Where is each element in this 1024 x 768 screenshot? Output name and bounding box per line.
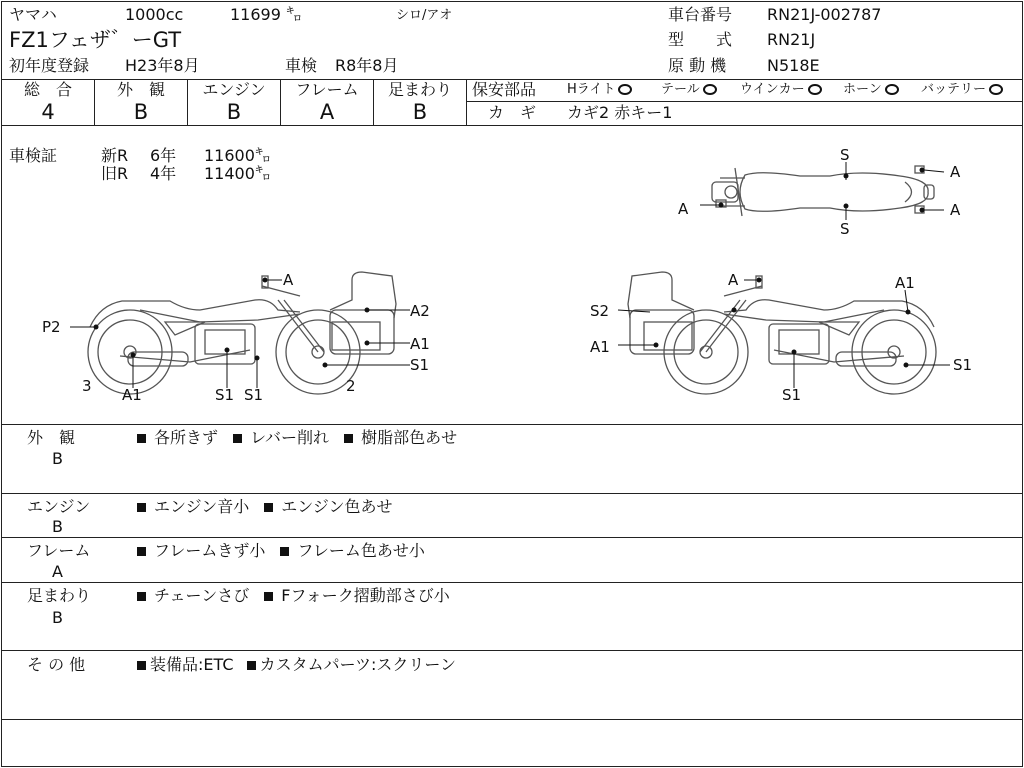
frame-no-label: 車台番号 (668, 5, 733, 24)
grade-header-exterior: 外 観 (116, 80, 165, 99)
ok-circle-icon (885, 84, 899, 95)
divider (1, 424, 1023, 425)
grade-value-engine: B (226, 100, 242, 124)
remark-category: フレーム (27, 541, 91, 560)
diagram-label: P2 (42, 318, 61, 336)
diagram-label: A (950, 201, 961, 219)
mileage: 11699 ㌔ (230, 5, 302, 24)
frame-no-value: RN21J-002787 (767, 5, 882, 24)
diagram-label: A1 (590, 338, 610, 356)
bullet-icon (264, 503, 273, 512)
diagram-label: S1 (953, 356, 973, 374)
ok-circle-icon (703, 84, 717, 95)
remark-category: エンジン (27, 497, 91, 516)
grade-value-overall: 4 (41, 100, 55, 124)
diagram-label: S (840, 220, 850, 238)
safety-item-horn: ホーン (843, 83, 899, 96)
divider (466, 101, 1023, 102)
diagram-label: S2 (590, 302, 610, 320)
bullet-icon (264, 592, 273, 601)
bullet-icon (137, 434, 146, 443)
grade-header-frame: フレーム (295, 80, 359, 99)
diagram-label: A2 (410, 302, 430, 320)
remark-category: 外 観 (27, 428, 76, 447)
diagram-label: 3 (82, 377, 92, 395)
certificate-old-prefix: 旧R (101, 164, 129, 183)
safety-label: 保安部品 (472, 80, 537, 99)
maker: ヤマハ (9, 5, 57, 24)
first-registration-label: 初年度登録 (9, 56, 90, 75)
motorcycle-damage-diagram (0, 126, 1024, 424)
diagram-label: A (678, 200, 689, 218)
inspection-label: 車検 (285, 56, 318, 75)
motorcycle-top-view-icon (712, 166, 934, 216)
ok-circle-icon (808, 84, 822, 95)
model-name: FZ1フェザ゛ーGT (9, 28, 182, 52)
bullet-icon (137, 592, 146, 601)
certificate-new-prefix: 新R (101, 146, 129, 165)
diagram-label: A1 (895, 274, 915, 292)
diagram-label: A (728, 271, 739, 289)
engine-model-label: 原 動 機 (668, 56, 727, 75)
diagram-label: A (950, 163, 961, 181)
diagram-label: A1 (410, 335, 430, 353)
ok-circle-icon (989, 84, 1003, 95)
grade-value-suspension: B (412, 100, 428, 124)
divider (1, 582, 1023, 583)
remark-category: そ の 他 (27, 655, 86, 674)
divider (1, 537, 1023, 538)
bullet-icon (233, 434, 242, 443)
diagram-label: S1 (215, 386, 235, 404)
bullet-icon (280, 547, 289, 556)
displacement: 1000cc (125, 5, 184, 24)
remark-category: 足まわり (27, 586, 92, 605)
bullet-icon (344, 434, 353, 443)
bullet-icon (137, 547, 146, 556)
first-registration-value: H23年8月 (125, 56, 200, 75)
key-label: カ ギ (488, 103, 537, 122)
grade-header-suspension: 足まわり (387, 80, 452, 99)
motorcycle-left-side-icon (88, 272, 396, 394)
model-code-label: 型 式 (668, 30, 733, 49)
divider (1, 719, 1023, 720)
certificate-new-period: 6年 (150, 146, 177, 165)
divider (1, 650, 1023, 651)
grade-value-frame: A (319, 100, 335, 124)
bullet-icon (137, 661, 146, 670)
divider (466, 79, 467, 125)
model-code-value: RN21J (767, 30, 816, 49)
remark-grade: B (52, 449, 63, 468)
diagram-label: A1 (122, 386, 142, 404)
certificate-label: 車検証 (9, 146, 58, 165)
certificate-old-period: 4年 (150, 164, 177, 183)
grade-header-overall: 総 合 (23, 80, 72, 99)
engine-model-value: N518E (767, 56, 820, 75)
remark-notes: 装備品:ETC カスタムパーツ:スクリーン (137, 657, 456, 673)
color: シロ/アオ (396, 8, 453, 23)
diagram-label: S1 (244, 386, 264, 404)
ok-circle-icon (618, 84, 632, 95)
diagram-label: S1 (782, 386, 802, 404)
safety-item-winker: ウインカー (740, 83, 822, 96)
safety-item-battery: バッテリー (921, 83, 1003, 96)
inspection-value: R8年8月 (335, 56, 399, 75)
certificate-new-km: 11600㌔ (204, 146, 271, 165)
diagram-label: A (283, 271, 294, 289)
bullet-icon (137, 503, 146, 512)
remark-notes: フレームきず小 フレーム色あせ小 (137, 543, 425, 559)
remark-notes: エンジン音小 エンジン色あせ (137, 499, 393, 515)
safety-item-tail: テール (661, 83, 717, 96)
bullet-icon (247, 661, 256, 670)
key-value: カギ2 赤キー1 (567, 103, 673, 122)
safety-item-headlight: Hライト (567, 83, 632, 96)
motorcycle-right-side-icon (628, 272, 936, 394)
grade-header-engine: エンジン (202, 80, 266, 99)
divider (1, 493, 1023, 494)
remark-notes: チェーンさび Fフォーク摺動部さび小 (137, 588, 450, 604)
diagram-label: S1 (410, 356, 430, 374)
remark-grade: B (52, 608, 63, 627)
remark-grade: B (52, 517, 63, 536)
diagram-label: S (840, 146, 850, 164)
remark-grade: A (52, 562, 63, 581)
grade-value-exterior: B (133, 100, 149, 124)
remark-notes: 各所きず レバー削れ 樹脂部色あせ (137, 430, 457, 446)
certificate-old-km: 11400㌔ (204, 164, 271, 183)
diagram-label: 2 (346, 377, 356, 395)
